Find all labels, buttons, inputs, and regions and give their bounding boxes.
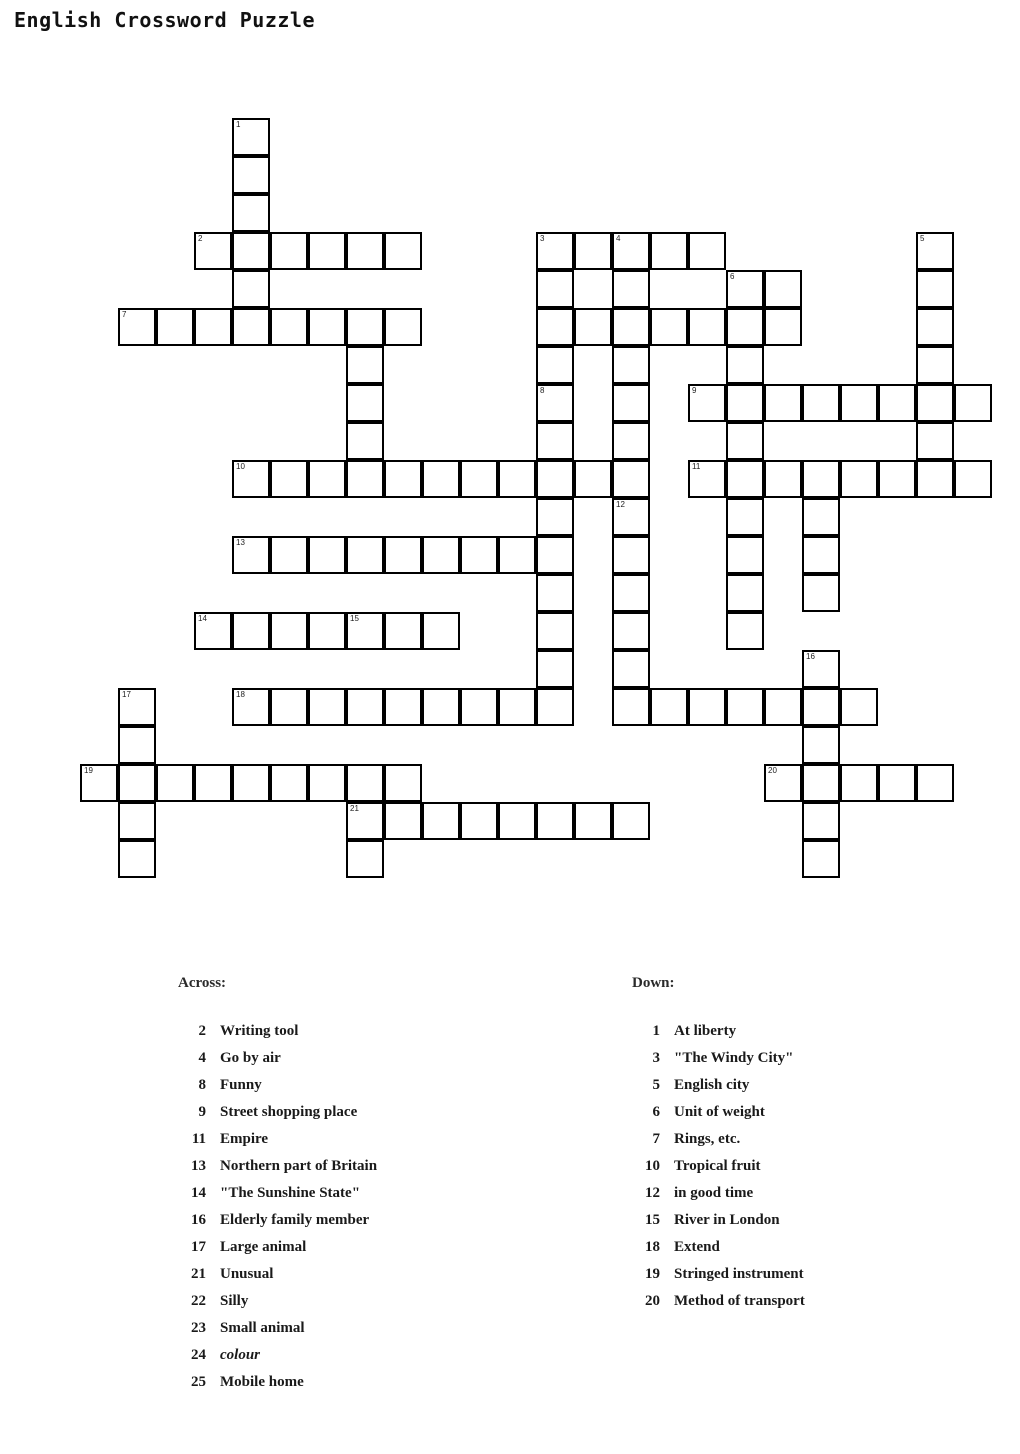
grid-cell[interactable]: [954, 460, 992, 498]
grid-cell[interactable]: [232, 232, 270, 270]
grid-cell-numbered[interactable]: [232, 118, 270, 156]
grid-cell[interactable]: [536, 536, 574, 574]
grid-cell-numbered[interactable]: [232, 536, 270, 574]
grid-cell[interactable]: [764, 308, 802, 346]
clue-text: Writing tool: [220, 1023, 299, 1039]
grid-cell[interactable]: [384, 802, 422, 840]
grid-cell[interactable]: [726, 612, 764, 650]
grid-cell[interactable]: [232, 270, 270, 308]
grid-cell[interactable]: [118, 802, 156, 840]
grid-cell[interactable]: [422, 536, 460, 574]
down-heading: Down:: [632, 975, 675, 991]
grid-cell[interactable]: [916, 346, 954, 384]
grid-cell-numbered[interactable]: [688, 384, 726, 422]
clue-down-item[interactable]: [632, 1180, 1012, 1207]
grid-cell[interactable]: [612, 574, 650, 612]
cell-number: 20: [768, 766, 777, 775]
cell-number: 15: [350, 614, 359, 623]
grid-cell[interactable]: [954, 384, 992, 422]
clue-text: Empire: [220, 1131, 269, 1147]
grid-cell[interactable]: [916, 764, 954, 802]
grid-cell[interactable]: [612, 270, 650, 308]
cell-number: 1: [236, 120, 241, 129]
grid-cell[interactable]: [726, 384, 764, 422]
cell-number: 5: [920, 234, 925, 243]
grid-cell[interactable]: [384, 232, 422, 270]
cell-number: 3: [540, 234, 545, 243]
grid-cell[interactable]: [232, 612, 270, 650]
cell-number: 6: [730, 272, 735, 281]
clue-text: Tropical fruit: [674, 1158, 761, 1174]
clue-number: 25: [191, 1374, 206, 1390]
clue-number: 11: [191, 1131, 206, 1147]
clue-across-item[interactable]: [178, 1045, 578, 1072]
grid-cell[interactable]: [384, 612, 422, 650]
grid-cell-numbered[interactable]: [194, 612, 232, 650]
grid-cell[interactable]: [346, 764, 384, 802]
grid-cell[interactable]: [612, 536, 650, 574]
clue-down-item[interactable]: [632, 1153, 1012, 1180]
grid-cell[interactable]: [726, 460, 764, 498]
grid-cell[interactable]: [270, 232, 308, 270]
cell-number: 10: [236, 462, 245, 471]
grid-cell[interactable]: [384, 688, 422, 726]
clue-number: 10: [645, 1158, 660, 1174]
clue-text: Method of transport: [674, 1293, 805, 1309]
grid-cell[interactable]: [574, 308, 612, 346]
grid-cell[interactable]: [688, 232, 726, 270]
grid-cell[interactable]: [612, 688, 650, 726]
grid-cell[interactable]: [916, 384, 954, 422]
grid-cell[interactable]: [232, 194, 270, 232]
grid-cell[interactable]: [688, 688, 726, 726]
grid-cell-numbered[interactable]: [688, 460, 726, 498]
grid-cell[interactable]: [308, 308, 346, 346]
cell-number: 14: [198, 614, 207, 623]
grid-cell[interactable]: [612, 612, 650, 650]
grid-cell[interactable]: [384, 308, 422, 346]
grid-cell[interactable]: [536, 270, 574, 308]
grid-cell[interactable]: [802, 840, 840, 878]
clue-text: Unusual: [220, 1266, 274, 1282]
grid-cell[interactable]: [422, 460, 460, 498]
clue-number: 13: [191, 1158, 206, 1174]
grid-cell[interactable]: [384, 536, 422, 574]
clue-number: 18: [645, 1239, 660, 1255]
clue-text: Funny: [220, 1077, 262, 1093]
grid-cell[interactable]: [726, 574, 764, 612]
grid-cell-numbered[interactable]: [536, 384, 574, 422]
grid-cell[interactable]: [802, 688, 840, 726]
grid-cell[interactable]: [536, 346, 574, 384]
clue-down-item[interactable]: [632, 1288, 1012, 1315]
clue-text: Northern part of Britain: [220, 1158, 378, 1174]
clue-text: At liberty: [674, 1023, 737, 1039]
cell-number: 19: [84, 766, 93, 775]
grid-cell[interactable]: [612, 802, 650, 840]
clue-text: Large animal: [220, 1239, 307, 1255]
grid-cell-numbered[interactable]: [232, 460, 270, 498]
grid-cell[interactable]: [194, 308, 232, 346]
grid-cell-numbered[interactable]: [726, 270, 764, 308]
grid-cell-numbered[interactable]: [346, 802, 384, 840]
grid-cell[interactable]: [498, 460, 536, 498]
clue-number: 23: [191, 1320, 206, 1336]
grid-cell[interactable]: [840, 764, 878, 802]
grid-cell[interactable]: [346, 422, 384, 460]
grid-cell[interactable]: [536, 422, 574, 460]
clue-across-item[interactable]: [178, 1207, 578, 1234]
clue-down-item[interactable]: [632, 1018, 1012, 1045]
page-title: English Crossword Puzzle: [14, 8, 315, 32]
grid-cell[interactable]: [498, 688, 536, 726]
grid-cell[interactable]: [726, 308, 764, 346]
grid-cell[interactable]: [270, 612, 308, 650]
grid-cell[interactable]: [270, 764, 308, 802]
grid-cell[interactable]: [802, 574, 840, 612]
grid-cell-numbered[interactable]: [346, 612, 384, 650]
clue-text: Silly: [220, 1293, 249, 1309]
grid-cell[interactable]: [878, 460, 916, 498]
cell-number: 8: [540, 386, 545, 395]
clue-text: Small animal: [220, 1320, 305, 1336]
clue-number: 8: [198, 1077, 206, 1093]
grid-cell[interactable]: [118, 764, 156, 802]
clue-across-item[interactable]: [178, 1369, 578, 1396]
grid-cell[interactable]: [840, 688, 878, 726]
grid-cell[interactable]: [840, 384, 878, 422]
grid-cell[interactable]: [536, 460, 574, 498]
clue-across-item[interactable]: [178, 1180, 578, 1207]
grid-cell-numbered[interactable]: [118, 308, 156, 346]
grid-cell[interactable]: [346, 688, 384, 726]
grid-cell[interactable]: [308, 232, 346, 270]
grid-cell[interactable]: [422, 612, 460, 650]
clue-text: Elderly family member: [220, 1212, 370, 1228]
grid-cell[interactable]: [346, 384, 384, 422]
down-clues: [632, 975, 1012, 1315]
grid-cell[interactable]: [536, 612, 574, 650]
grid-cell-numbered[interactable]: [612, 232, 650, 270]
clue-text: in good time: [674, 1185, 754, 1201]
clue-across-item[interactable]: [178, 1234, 578, 1261]
grid-cell[interactable]: [726, 346, 764, 384]
clue-text: Stringed instrument: [674, 1266, 804, 1282]
grid-cell[interactable]: [270, 536, 308, 574]
across-heading: Across:: [178, 975, 227, 991]
cell-number: 9: [692, 386, 697, 395]
clue-across-item[interactable]: [178, 1099, 578, 1126]
grid-cell[interactable]: [764, 384, 802, 422]
clue-text: English city: [674, 1077, 750, 1093]
grid-cell-numbered[interactable]: [536, 232, 574, 270]
clue-number: 12: [645, 1185, 660, 1201]
grid-cell[interactable]: [460, 536, 498, 574]
grid-cell[interactable]: [726, 498, 764, 536]
grid-cell[interactable]: [726, 422, 764, 460]
grid-cell[interactable]: [802, 726, 840, 764]
grid-cell[interactable]: [536, 498, 574, 536]
clue-number: 4: [198, 1050, 206, 1066]
cell-number: 18: [236, 690, 245, 699]
clue-number: 24: [191, 1347, 206, 1363]
clue-number: 17: [191, 1239, 206, 1255]
grid-cell[interactable]: [194, 764, 232, 802]
grid-cell[interactable]: [612, 308, 650, 346]
grid-cell[interactable]: [612, 346, 650, 384]
clue-number: 14: [191, 1185, 206, 1201]
clue-number: 7: [652, 1131, 660, 1147]
cell-number: 16: [806, 652, 815, 661]
grid-cell[interactable]: [384, 764, 422, 802]
grid-cell[interactable]: [270, 308, 308, 346]
clue-number: 21: [191, 1266, 206, 1282]
grid-cell[interactable]: [536, 308, 574, 346]
grid-cell[interactable]: [802, 536, 840, 574]
grid-cell[interactable]: [308, 764, 346, 802]
grid-cell[interactable]: [232, 764, 270, 802]
grid-cell-numbered[interactable]: [612, 498, 650, 536]
grid-cell[interactable]: [916, 422, 954, 460]
grid-cell-numbered[interactable]: [80, 764, 118, 802]
grid-cell-numbered[interactable]: [764, 764, 802, 802]
clue-text: Unit of weight: [674, 1104, 765, 1120]
grid-cell-numbered[interactable]: [916, 232, 954, 270]
clue-number: 19: [645, 1266, 660, 1282]
grid-cell[interactable]: [156, 764, 194, 802]
clue-number: 3: [652, 1050, 660, 1066]
grid-cell[interactable]: [460, 460, 498, 498]
clue-down-item[interactable]: [632, 1072, 1012, 1099]
grid-cell[interactable]: [346, 460, 384, 498]
clue-across-item[interactable]: [178, 1261, 578, 1288]
clue-text: colour: [220, 1347, 261, 1363]
grid-cell[interactable]: [422, 802, 460, 840]
grid-cell[interactable]: [650, 688, 688, 726]
grid-cell[interactable]: [118, 726, 156, 764]
clue-text: River in London: [674, 1212, 780, 1228]
clue-number: 22: [191, 1293, 206, 1309]
clue-text: "The Sunshine State": [220, 1185, 361, 1201]
clue-down-item[interactable]: [632, 1207, 1012, 1234]
grid-cell[interactable]: [916, 460, 954, 498]
clue-across-item[interactable]: [178, 1072, 578, 1099]
cell-number: 17: [122, 690, 131, 699]
grid-cell[interactable]: [574, 802, 612, 840]
grid-cell[interactable]: [536, 574, 574, 612]
grid-cell[interactable]: [346, 536, 384, 574]
grid-cell[interactable]: [916, 270, 954, 308]
grid-cell[interactable]: [460, 688, 498, 726]
grid-cell[interactable]: [878, 384, 916, 422]
across-clues: [178, 975, 578, 1396]
grid-cell-numbered[interactable]: [232, 688, 270, 726]
grid-cell[interactable]: [650, 308, 688, 346]
cell-number: 2: [198, 234, 203, 243]
grid-cell[interactable]: [916, 308, 954, 346]
cell-number: 13: [236, 538, 245, 547]
grid-cell-numbered[interactable]: [802, 650, 840, 688]
grid-cell[interactable]: [346, 308, 384, 346]
grid-cell[interactable]: [384, 460, 422, 498]
cell-number: 21: [350, 804, 359, 813]
grid-cell[interactable]: [308, 612, 346, 650]
clue-text: Extend: [674, 1239, 720, 1255]
clue-number: 1: [652, 1023, 660, 1039]
grid-cell[interactable]: [688, 308, 726, 346]
clue-down-item[interactable]: [632, 1126, 1012, 1153]
grid-cell[interactable]: [802, 802, 840, 840]
grid-cell-numbered[interactable]: [194, 232, 232, 270]
grid-cell[interactable]: [498, 802, 536, 840]
clue-down-item[interactable]: [632, 1099, 1012, 1126]
clue-number: 16: [191, 1212, 206, 1228]
clue-down-item[interactable]: [632, 1045, 1012, 1072]
cell-number: 7: [122, 310, 127, 319]
grid-cell[interactable]: [422, 688, 460, 726]
grid-cell[interactable]: [498, 536, 536, 574]
grid-cell[interactable]: [270, 688, 308, 726]
clue-text: Street shopping place: [220, 1104, 358, 1120]
clue-across-item[interactable]: [178, 1315, 578, 1342]
grid-cell[interactable]: [764, 688, 802, 726]
clue-text: Mobile home: [220, 1374, 304, 1390]
grid-cell[interactable]: [612, 650, 650, 688]
grid-cell[interactable]: [156, 308, 194, 346]
grid-cell[interactable]: [574, 460, 612, 498]
clue-down-item[interactable]: [632, 1261, 1012, 1288]
grid-cell[interactable]: [118, 840, 156, 878]
clue-down-item[interactable]: [632, 1234, 1012, 1261]
grid-cell[interactable]: [308, 536, 346, 574]
grid-cell[interactable]: [802, 384, 840, 422]
grid-cell[interactable]: [764, 270, 802, 308]
grid-cell[interactable]: [802, 764, 840, 802]
cell-number: 11: [692, 462, 701, 471]
grid-cell[interactable]: [574, 232, 612, 270]
grid-cell[interactable]: [308, 688, 346, 726]
clue-number: 20: [645, 1293, 660, 1309]
clue-across-item[interactable]: [178, 1126, 578, 1153]
clue-number: 9: [198, 1104, 206, 1120]
clue-across-item[interactable]: [178, 1153, 578, 1180]
grid-cell[interactable]: [878, 764, 916, 802]
clue-text: Go by air: [220, 1050, 281, 1066]
clue-number: 15: [645, 1212, 660, 1228]
grid-cell[interactable]: [536, 650, 574, 688]
clue-number: 2: [198, 1023, 206, 1039]
grid-cell[interactable]: [802, 460, 840, 498]
grid-cell[interactable]: [232, 156, 270, 194]
clue-across-item[interactable]: [178, 1342, 578, 1369]
grid-cell-numbered[interactable]: [118, 688, 156, 726]
grid-cell[interactable]: [726, 688, 764, 726]
grid-cell[interactable]: [650, 232, 688, 270]
cell-number: 12: [616, 500, 625, 509]
grid-cell[interactable]: [612, 384, 650, 422]
grid-cell[interactable]: [536, 688, 574, 726]
grid-cell[interactable]: [612, 422, 650, 460]
clue-number: 6: [652, 1104, 660, 1120]
grid-cell[interactable]: [308, 460, 346, 498]
clue-text: Rings, etc.: [674, 1131, 741, 1147]
cell-number: 4: [616, 234, 621, 243]
grid-cell[interactable]: [840, 460, 878, 498]
grid-cell[interactable]: [346, 232, 384, 270]
grid-cell[interactable]: [802, 498, 840, 536]
grid-cell[interactable]: [536, 802, 574, 840]
grid-cell[interactable]: [346, 346, 384, 384]
clue-number: 5: [652, 1077, 660, 1093]
clue-across-item[interactable]: [178, 1288, 578, 1315]
grid-cell[interactable]: [460, 802, 498, 840]
clue-text: "The Windy City": [674, 1050, 794, 1066]
grid-cell[interactable]: [346, 840, 384, 878]
grid-cell[interactable]: [726, 536, 764, 574]
grid-cell[interactable]: [612, 460, 650, 498]
grid-cell[interactable]: [232, 308, 270, 346]
grid-cell[interactable]: [764, 460, 802, 498]
grid-cell[interactable]: [270, 460, 308, 498]
clue-across-item[interactable]: [178, 1018, 578, 1045]
